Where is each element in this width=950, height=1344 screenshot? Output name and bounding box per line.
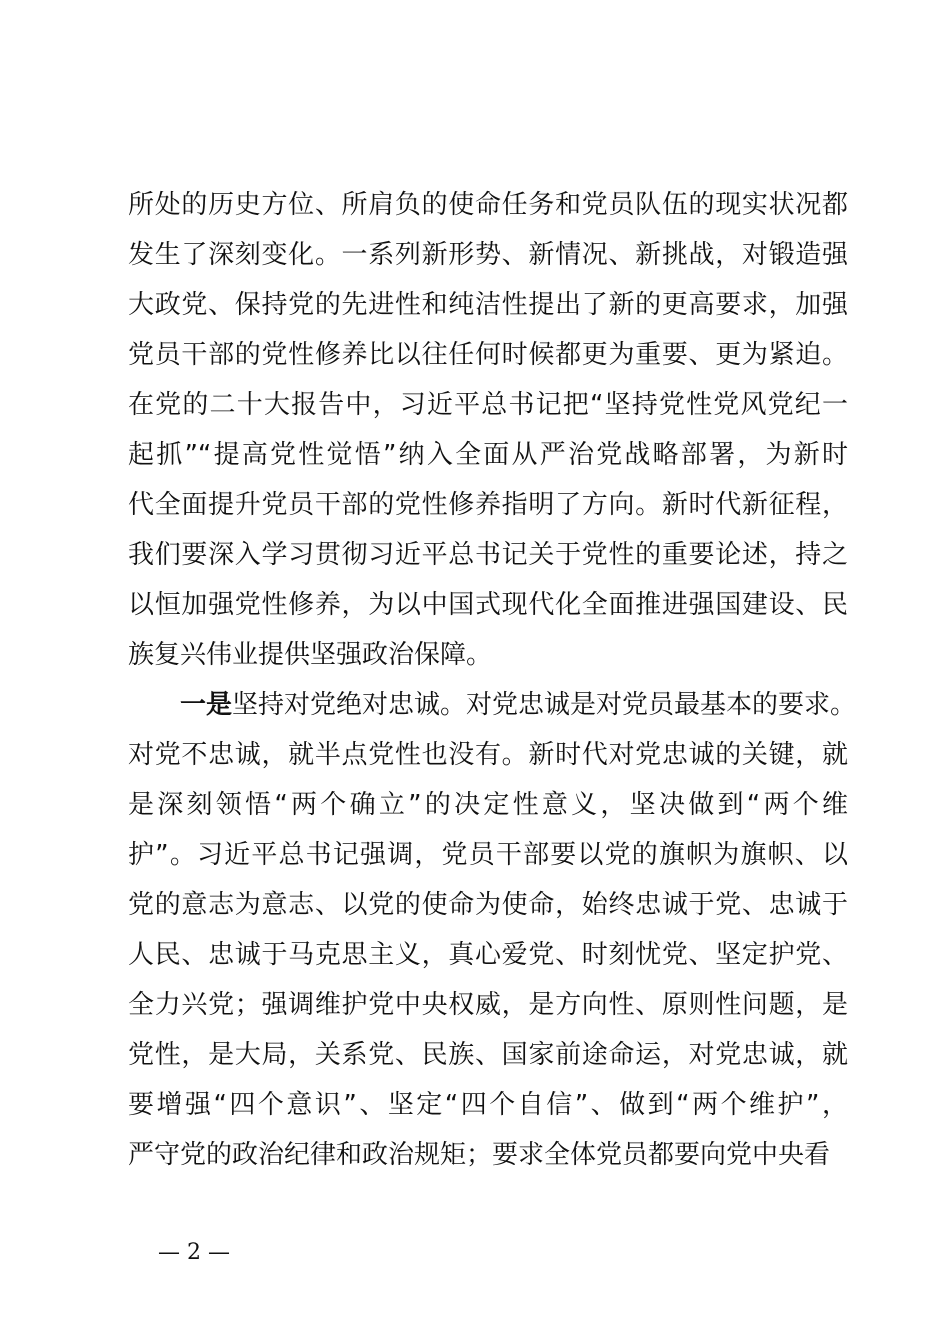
paragraph-line: 对党不忠诚，就半点党性也没有。新时代对党忠诚的关键，就 — [128, 740, 848, 770]
paragraph-lead: 一是 — [180, 690, 233, 720]
paragraph-line: 代全面提升党员干部的党性修养指明了方向。新时代新征程， — [128, 490, 848, 520]
paragraph-line: 党的意志为意志、以党的使命为使命，始终忠诚于党、忠诚于 — [128, 890, 848, 920]
paragraph-line: 党员干部的党性修养比以往任何时候都更为重要、更为紧迫。 — [128, 340, 848, 370]
paragraph-line: 起抓”“提高党性觉悟”纳入全面从严治党战略部署，为新时 — [128, 440, 848, 470]
paragraph-first-line — [128, 680, 857, 730]
paragraph-2 — [128, 680, 857, 1180]
paragraph-line: 以恒加强党性修养，为以中国式现代化全面推进强国建设、民 — [128, 590, 848, 620]
paragraph-line: 党性，是大局，关系党、民族、国家前途命运，对党忠诚，就 — [128, 1040, 848, 1070]
paragraph-line: 护”。习近平总书记强调，党员干部要以党的旗帜为旗帜、以 — [128, 840, 848, 870]
paragraph-line: 我们要深入学习贯彻习近平总书记关于党性的重要论述，持之 — [128, 540, 848, 570]
paragraph-line: 族复兴伟业提供坚强政治保障。 — [128, 640, 493, 670]
paragraph-line: 严守党的政治纪律和政治规矩；要求全体党员都要向党中央看 — [128, 1140, 831, 1170]
paragraph-line: 大政党、保持党的先进性和纯洁性提出了新的更高要求，加强 — [128, 290, 848, 320]
paragraph-line: 所处的历史方位、所肩负的使命任务和党员队伍的现实状况都 — [128, 190, 848, 220]
paragraph-1 — [128, 180, 848, 680]
paragraph-line: 全力兴党；强调维护党中央权威，是方向性、原则性问题，是 — [128, 990, 848, 1020]
paragraph-line: 人民、忠诚于马克思主义，真心爱党、时刻忧党、坚定护党、 — [128, 940, 848, 970]
paragraph-line: 在党的二十大报告中，习近平总书记把“坚持党性党风党纪一 — [128, 390, 848, 420]
paragraph-line: 是深刻领悟“两个确立”的决定性意义，坚决做到“两个维 — [128, 790, 848, 820]
page-number: — 2 — — [158, 1240, 230, 1265]
paragraph-first-line-text: 坚持对党绝对忠诚。对党忠诚是对党员最基本的要求。 — [232, 690, 857, 720]
paragraph-line: 要增强“四个意识”、坚定“四个自信”、做到“两个维护”， — [128, 1090, 848, 1120]
paragraph-line: 发生了深刻变化。一系列新形势、新情况、新挑战，对锻造强 — [128, 240, 848, 270]
body-text — [128, 180, 857, 1180]
